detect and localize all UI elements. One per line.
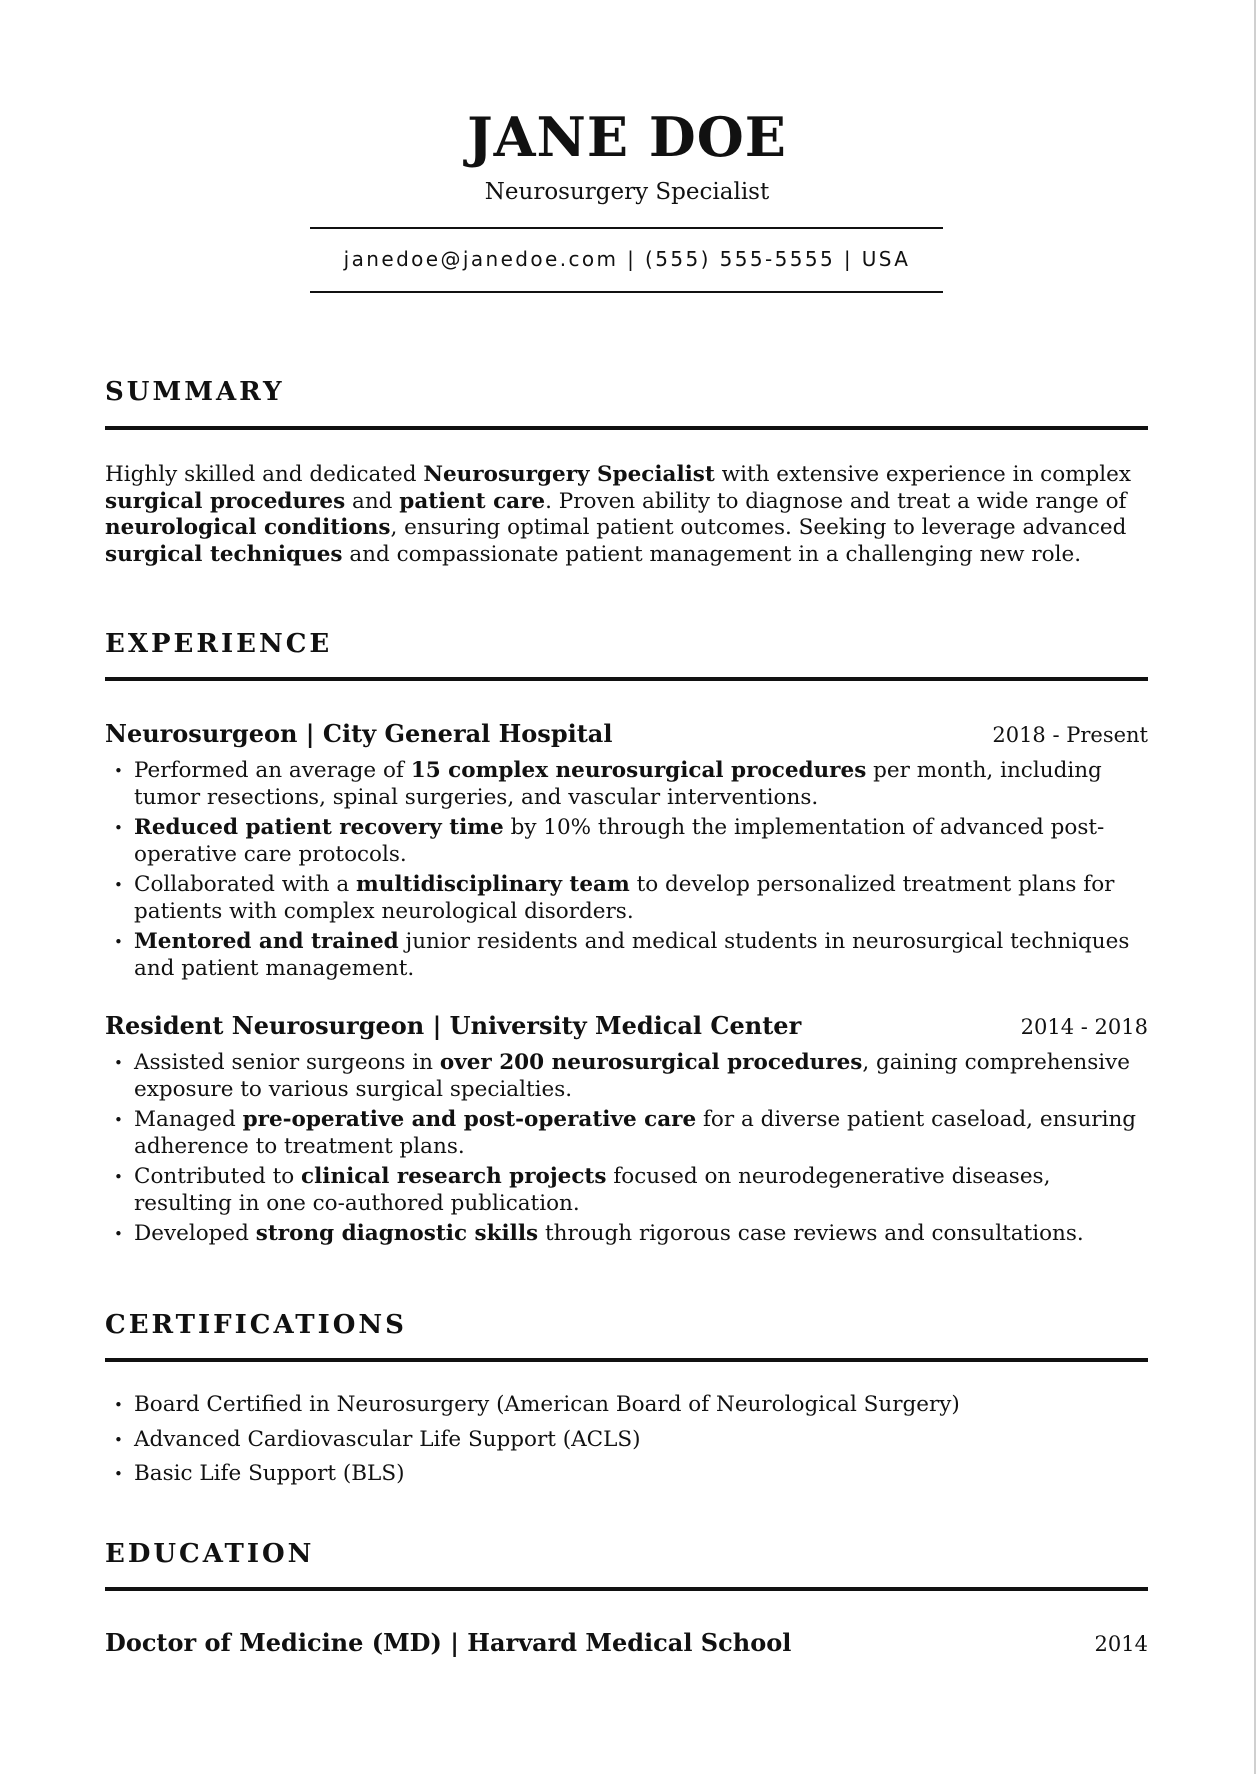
list-item bbox=[105, 1050, 1150, 1103]
text-segment: and bbox=[345, 488, 400, 514]
text-segment: Managed bbox=[134, 1107, 243, 1132]
list-item bbox=[105, 815, 1150, 868]
education-divider bbox=[105, 1587, 1148, 1591]
text-segment: Contributed to bbox=[134, 1164, 302, 1189]
text-segment: to develop personalized treatment plans for patients with complex neurological disorders. bbox=[134, 872, 1115, 924]
list-item: • Basic Life Support (BLS) bbox=[105, 1461, 1150, 1488]
list-item bbox=[105, 1164, 1150, 1217]
text-segment: Assisted senior surgeons in bbox=[134, 1050, 440, 1075]
summary-text bbox=[105, 462, 1145, 568]
list-item bbox=[105, 929, 1150, 982]
job-header bbox=[105, 719, 1148, 750]
certifications-heading: CERTIFICATIONS bbox=[105, 1310, 407, 1340]
emphasis-text: clinical research projects bbox=[301, 1164, 607, 1189]
list-item bbox=[105, 758, 1150, 811]
experience-divider bbox=[105, 677, 1148, 681]
emphasis-text: pre-operative and post-operative care bbox=[242, 1107, 697, 1132]
job-bullets bbox=[105, 1050, 1150, 1252]
education-entry bbox=[105, 1628, 1148, 1659]
text-segment: focused on neurodegenerative diseases, resulting in one co-authored publication. bbox=[134, 1164, 1051, 1216]
list-item: • Board Certified in Neurosurgery (American Board of Neurological Surgery) bbox=[105, 1392, 1150, 1419]
text-segment: Performed an average of bbox=[134, 758, 411, 783]
list-item bbox=[105, 1221, 1150, 1248]
experience-heading: EXPERIENCE bbox=[105, 629, 333, 659]
emphasis-text: surgical techniques bbox=[105, 541, 343, 567]
emphasis-text: Neurosurgery Specialist bbox=[423, 462, 715, 487]
emphasis-text: neurological conditions bbox=[105, 515, 391, 540]
education-heading: EDUCATION bbox=[105, 1539, 315, 1569]
text-segment: , ensuring optimal patient outcomes. Seeking to leverage advanced bbox=[390, 515, 1127, 540]
certifications-divider bbox=[105, 1358, 1148, 1362]
list-item bbox=[105, 1107, 1150, 1160]
job-header bbox=[105, 1011, 1148, 1042]
certifications-list bbox=[105, 1392, 1150, 1496]
text-segment: by 10% through the implementation of advanced post-operative care protocols. bbox=[134, 815, 1105, 867]
emphasis-text: Reduced patient recovery time bbox=[134, 815, 504, 840]
emphasis-text: strong diagnostic skills bbox=[255, 1221, 539, 1246]
text-segment: for a diverse patient caseload, ensuring adherence to treatment plans. bbox=[134, 1107, 1137, 1159]
job-title: Resident Neurosurgeon | University Medical Center bbox=[105, 1011, 802, 1040]
job-title: Neurosurgeon | City General Hospital bbox=[105, 719, 613, 748]
emphasis-text: 15 complex neurosurgical procedures bbox=[410, 758, 867, 783]
text-segment: Highly skilled and dedicated bbox=[105, 462, 424, 487]
candidate-name: JANE DOE bbox=[467, 105, 787, 169]
candidate-title: Neurosurgery Specialist bbox=[484, 179, 770, 205]
list-item: • Advanced Cardiovascular Life Support (ACLS) bbox=[105, 1427, 1150, 1454]
emphasis-text: multidisciplinary team bbox=[355, 872, 630, 897]
text-segment: junior residents and medical students in neurosurgical techniques and patient management. bbox=[134, 929, 1130, 981]
text-segment: and compassionate patient management in a challenging new role. bbox=[342, 541, 1082, 567]
text-segment: , gaining comprehensive exposure to various surgical specialties. bbox=[134, 1050, 1130, 1102]
emphasis-text: Mentored and trained bbox=[134, 929, 399, 954]
emphasis-text: over 200 neurosurgical procedures bbox=[439, 1050, 863, 1075]
list-item bbox=[105, 872, 1150, 925]
contact-divider-bottom bbox=[310, 291, 943, 293]
text-segment: . Proven ability to diagnose and treat a wide range of bbox=[545, 488, 1127, 514]
text-segment: Collaborated with a bbox=[134, 872, 356, 897]
emphasis-text: surgical procedures bbox=[105, 488, 346, 514]
text-segment: Developed bbox=[134, 1221, 256, 1246]
summary-heading: SUMMARY bbox=[105, 377, 285, 407]
text-segment: with extensive experience in complex bbox=[714, 462, 1132, 487]
text-segment: per month, including tumor resections, spinal surgeries, and vascular interventions. bbox=[134, 758, 1102, 810]
contact-info: janedoe@janedoe.com | (555) 555-5555 | USA bbox=[343, 247, 911, 271]
graduation-year: 2014 bbox=[1094, 1632, 1148, 1656]
job-dates: 2014 - 2018 bbox=[1020, 1015, 1148, 1039]
job-bullets bbox=[105, 758, 1150, 986]
text-segment: through rigorous case reviews and consultations. bbox=[538, 1221, 1084, 1246]
contact-divider-top bbox=[310, 227, 943, 229]
emphasis-text: patient care bbox=[399, 488, 546, 514]
degree: Doctor of Medicine (MD) | Harvard Medical School bbox=[105, 1628, 792, 1657]
job-dates: 2018 - Present bbox=[992, 723, 1148, 747]
summary-divider bbox=[105, 426, 1148, 430]
